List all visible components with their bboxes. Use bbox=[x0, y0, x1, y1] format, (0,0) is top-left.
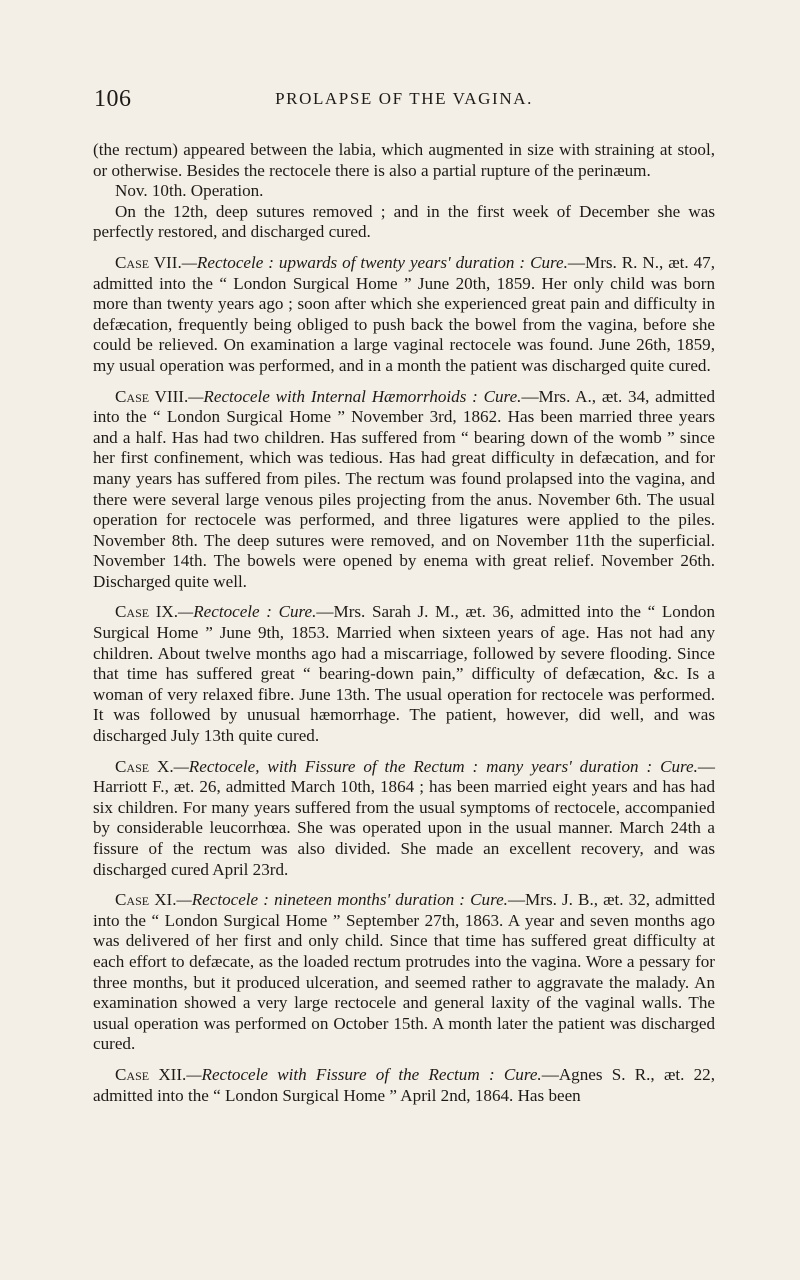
case-text: —Mrs. R. N., æt. 47, admitted into the “ London Surgical Home ” June 20th, 1859. Her only child was born more than twenty years ago ; soon after which she experienced great pain and difficulty in defæcation, frequently being obliged to push back the bowel from the vagina, before she could be relieved. On examination a large vaginal rectocele was found. June 26th, 1859, my usual operation was performed, and in a month the patient was discharged quite cured. bbox=[93, 252, 715, 375]
case-viii bbox=[93, 387, 715, 593]
case-title: —Rectocele with Fissure of the Rectum : Cure. bbox=[186, 1064, 542, 1084]
case-label: Case VIII. bbox=[115, 386, 189, 406]
case-text: —Mrs. A., æt. 34, admitted into the “ London Surgical Home ” November 3rd, 1862. Has been married three years and a half. Has had two children. Has suffered from “ bearing down of the womb ” since her first confinement, which was tedious. Has had great difficulty in defæcation, and for many years has suffered from piles. The rectum was found prolapsed into the vagina, and there were several large venous piles projecting from the anus. November 6th. The usual operation for rectocele was performed, and three ligatures were applied to the piles. November 8th. The deep sutures were removed, and on November 11th the superficial. November 14th. The bowels were opened by enema with great relief. November 26th. Discharged quite well. bbox=[93, 386, 715, 591]
case-title: —Rectocele : upwards of twenty years' duration : Cure. bbox=[181, 252, 568, 272]
case-text: —Mrs. Sarah J. M., æt. 36, admitted into the “ London Surgical Home ” June 9th, 1853. Married when sixteen years of age. Has not had any children. About twelve months ago had a miscarriage, followed by severe flooding. Since that time has suffered great “ bearing-down pain,” difficulty of defæcation, &c. Is a woman of very relaxed fibre. June 13th. The usual operation for rectocele was performed. It was followed by unusual hæmorrhage. The patient, however, did well, and was discharged July 13th quite cured. bbox=[93, 602, 716, 746]
case-vii bbox=[93, 253, 715, 377]
running-title: PROLAPSE OF THE VAGINA. bbox=[275, 89, 533, 108]
case-title: —Rectocele : Cure. bbox=[178, 602, 317, 622]
case-title: —Rectocele with Internal Hæmorrhoids : Cure. bbox=[188, 386, 522, 406]
page-number: 106 bbox=[94, 86, 132, 112]
paragraph-outcome bbox=[93, 202, 715, 243]
case-label: Case X. bbox=[115, 756, 174, 776]
case-x bbox=[93, 757, 715, 881]
case-xi bbox=[93, 890, 715, 1055]
case-label: Case IX. bbox=[115, 602, 179, 622]
case-label: Case XII. bbox=[115, 1064, 187, 1084]
paragraph-continuation bbox=[93, 140, 715, 181]
case-text: —Agnes S. R., æt. 22, admitted into the “ London Surgical Home ” April 2nd, 1864. Has been bbox=[93, 1064, 715, 1105]
case-xii bbox=[93, 1065, 715, 1106]
paragraph-text: Nov. 10th. Operation. bbox=[115, 181, 264, 201]
case-title: —Rectocele, with Fissure of the Rectum : many years' duration : Cure. bbox=[173, 756, 698, 776]
paragraph-operation-date bbox=[93, 181, 715, 202]
running-head bbox=[94, 86, 714, 116]
case-ix bbox=[93, 602, 715, 746]
case-label: Case VII. bbox=[115, 252, 182, 272]
case-label: Case XI. bbox=[115, 890, 177, 910]
case-title: —Rectocele : nineteen months' duration : Cure. bbox=[176, 890, 508, 910]
case-text: —Harriott F., æt. 26, admitted March 10th, 1864 ; has been married eight years and has had six children. For many years suffered from the usual symptoms of rectocele, accompanied by considerable leucorrhœa. She was operated upon in the usual manner. March 24th a fissure of the rectum was also divided. She made an excellent recovery, and was discharged cured April 23rd. bbox=[93, 756, 715, 879]
paragraph-text: On the 12th, deep sutures removed ; and in the first week of December she was perfectly restored, and discharged cured. bbox=[93, 201, 715, 242]
paragraph-text: (the rectum) appeared between the labia, which augmented in size with straining at stool, or otherwise. Besides the rectocele there is also a partial rupture of the perinæum. bbox=[93, 140, 715, 180]
case-text: —Mrs. J. B., æt. 32, admitted into the “ London Surgical Home ” September 27th, 1863. A year and seven months ago was delivered of her first and only child. Since that time has suffered great difficulty at each effort to defæcate, as the loaded rectum protrudes into the vagina. Wore a pessary for three months, but it produced ulceration, and seemed rather to aggravate the malady. An examination showed a very large rectocele and general laxity of the vaginal walls. The usual operation was performed on October 15th. A month later the patient was discharged cured. bbox=[93, 890, 715, 1054]
body-text bbox=[93, 140, 715, 1116]
